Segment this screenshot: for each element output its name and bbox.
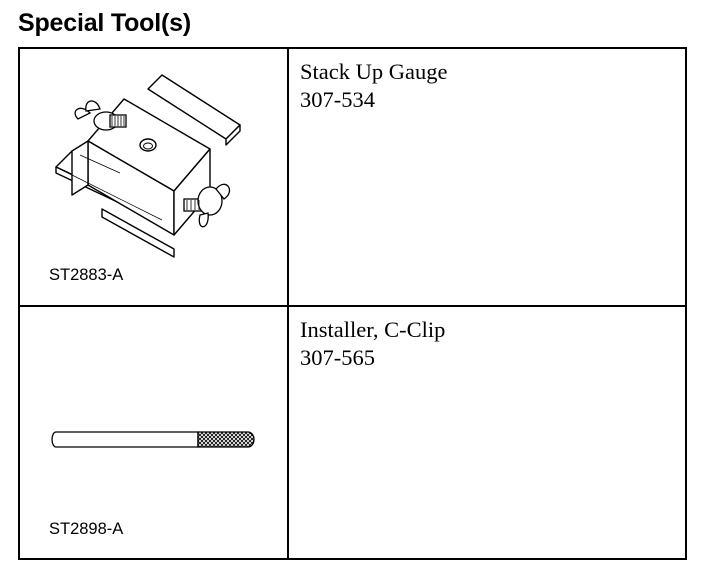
special-tools-table (18, 47, 687, 560)
tool-description-cell (289, 49, 685, 305)
page-title: Special Tool(s) (18, 9, 191, 37)
figure-id: ST2898-A (49, 520, 124, 538)
tool-row (20, 307, 685, 558)
tool-description-cell (289, 307, 685, 558)
tool-row (20, 49, 685, 305)
column-divider (287, 49, 289, 558)
tool-number: 307-534 (300, 87, 375, 112)
tool-figure-cell (20, 307, 287, 558)
tool-figure-cell (20, 49, 287, 305)
tool-number: 307-565 (300, 345, 375, 370)
figure-id: ST2883-A (49, 266, 124, 284)
tool-name: Installer, C-Clip (300, 317, 446, 342)
tool-name: Stack Up Gauge (300, 59, 448, 84)
